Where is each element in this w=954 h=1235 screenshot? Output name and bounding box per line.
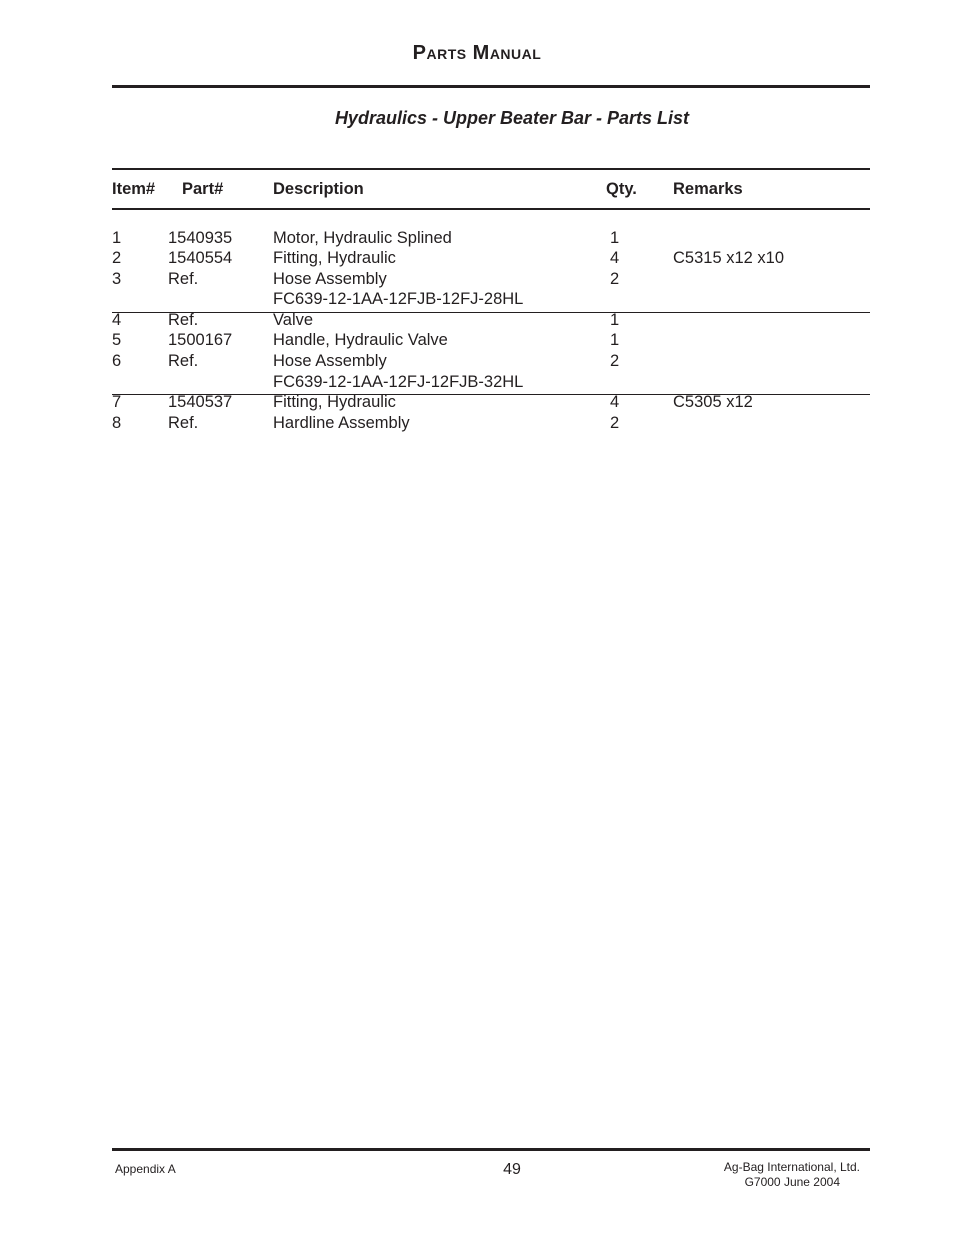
column-header-item: Item# xyxy=(112,180,156,198)
footer-company: Ag-Bag International, Ltd. xyxy=(723,1160,860,1174)
row-7-item: 7 xyxy=(112,393,122,411)
column-header-qty: Qty. xyxy=(606,180,637,198)
column-header-part: Part# xyxy=(182,180,224,198)
page-header-title: Parts Manual xyxy=(412,42,542,64)
row-4-part: Ref. xyxy=(168,311,199,329)
row-6-qty: 2 xyxy=(610,352,620,370)
row-2-item: 2 xyxy=(112,249,122,267)
header-divider xyxy=(112,85,870,88)
row-3-description: Hose Assembly xyxy=(273,270,387,288)
table-header-rule xyxy=(112,208,870,210)
row-2-description: Fitting, Hydraulic xyxy=(273,249,396,267)
row-3-item: 3 xyxy=(112,270,122,288)
row-5-item: 5 xyxy=(112,331,122,349)
footer-publisher xyxy=(660,1160,860,1190)
row-7-description: Fitting, Hydraulic xyxy=(273,393,396,411)
row-5-qty: 1 xyxy=(610,331,620,349)
row-6-description: Hose Assembly xyxy=(273,352,387,370)
row-4-item: 4 xyxy=(112,311,122,329)
row-6-item: 6 xyxy=(112,352,122,370)
row-7-qty: 4 xyxy=(610,393,620,411)
row-3-qty: 2 xyxy=(610,270,620,288)
row-4-qty: 1 xyxy=(610,311,620,329)
row-3-part: Ref. xyxy=(168,270,199,288)
footer-divider xyxy=(112,1148,870,1151)
row-3-description-detail: FC639-12-1AA-12FJB-12FJ-28HL xyxy=(273,290,524,308)
footer-appendix-label: Appendix A xyxy=(115,1162,176,1176)
row-2-qty: 4 xyxy=(610,249,620,267)
row-8-description: Hardline Assembly xyxy=(273,414,410,432)
row-6-description-detail: FC639-12-1AA-12FJ-12FJB-32HL xyxy=(273,373,524,391)
row-2-remarks: C5315 x12 x10 xyxy=(673,249,784,267)
row-7-part: 1540537 xyxy=(168,393,233,411)
row-8-qty: 2 xyxy=(610,414,620,432)
row-1-part: 1540935 xyxy=(168,229,233,247)
section-title: Hydraulics - Upper Beater Bar - Parts List xyxy=(334,108,690,128)
row-1-qty: 1 xyxy=(610,229,620,247)
column-header-remarks: Remarks xyxy=(673,180,743,198)
row-1-item: 1 xyxy=(112,229,122,247)
row-1-description: Motor, Hydraulic Splined xyxy=(273,229,452,247)
row-6-part: Ref. xyxy=(168,352,199,370)
row-4-description: Valve xyxy=(273,311,314,329)
row-5-description: Handle, Hydraulic Valve xyxy=(273,331,448,349)
table-top-rule xyxy=(112,168,870,170)
page-number: 49 xyxy=(503,1161,521,1178)
row-2-part: 1540554 xyxy=(168,249,233,267)
row-7-remarks: C5305 x12 xyxy=(673,393,753,411)
row-8-part: Ref. xyxy=(168,414,199,432)
row-8-item: 8 xyxy=(112,414,122,432)
group-divider xyxy=(112,312,870,313)
footer-document-id: G7000 June 2004 xyxy=(744,1175,840,1189)
column-header-description: Description xyxy=(273,180,364,198)
row-5-part: 1500167 xyxy=(168,331,233,349)
